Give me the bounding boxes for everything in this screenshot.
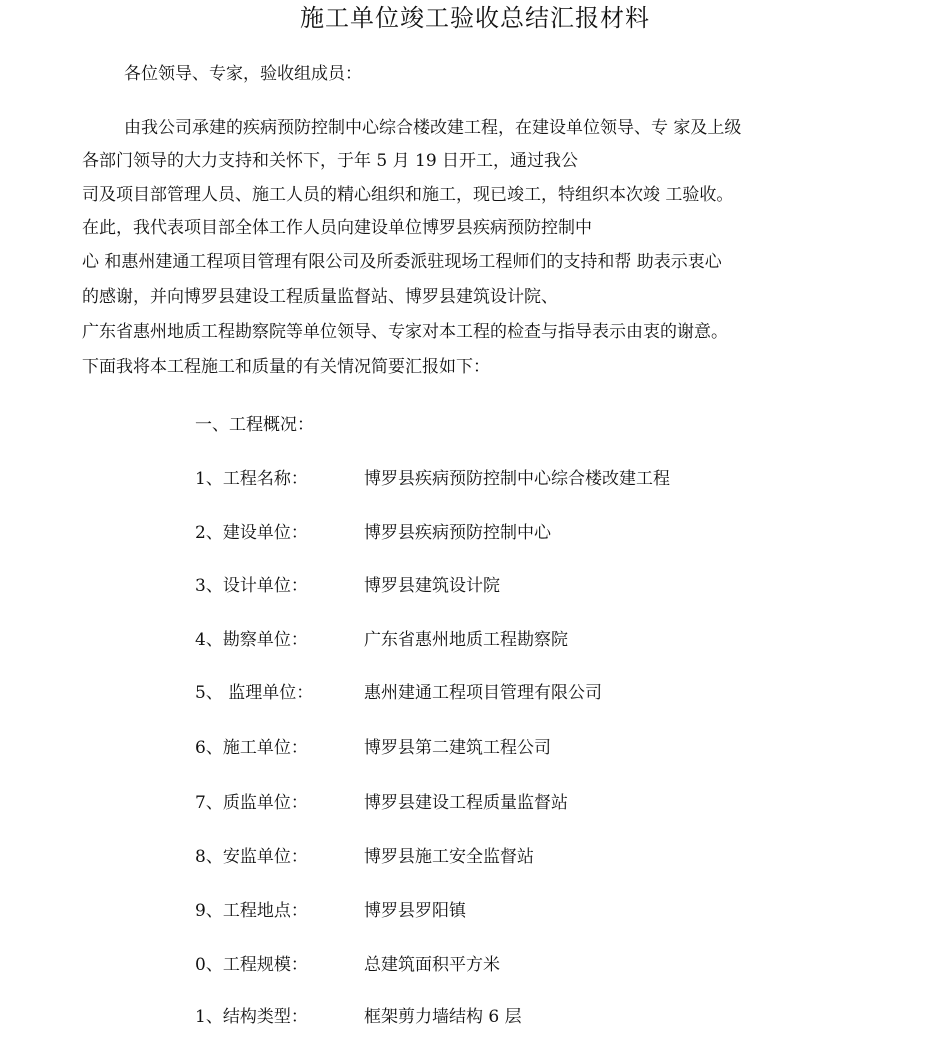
overview-item-label: 4、勘察单位：: [195, 630, 308, 650]
paragraph-line: 司及项目部管理人员、施工人员的精心组织和施工，现已竣工，特组织本次竣 工验收。: [82, 185, 734, 205]
overview-item-label: 1、工程名称：: [195, 469, 308, 489]
overview-item-value: 博罗县罗阳镇: [364, 901, 466, 921]
overview-item-value: 框架剪力墙结构 6 层: [364, 1007, 522, 1027]
overview-item-value: 博罗县疾病预防控制中心: [364, 523, 551, 543]
overview-item-label: 6、施工单位：: [195, 738, 308, 758]
overview-item-value: 广东省惠州地质工程勘察院: [364, 630, 568, 650]
paragraph-line: 广东省惠州地质工程勘察院等单位领导、专家对本工程的检查与指导表示由衷的谢意。: [82, 322, 728, 342]
overview-item-value: 惠州建通工程项目管理有限公司: [364, 683, 602, 703]
paragraph-line: 下面我将本工程施工和质量的有关情况简要汇报如下：: [82, 357, 490, 377]
paragraph-line: 各部门领导的大力支持和关怀下，于年 5 月 19 日开工，通过我公: [82, 151, 579, 171]
overview-item-value: 总建筑面积平方米: [364, 955, 500, 975]
overview-item-label: 1、结构类型：: [195, 1007, 308, 1027]
overview-item-label: 3、设计单位：: [195, 576, 308, 596]
overview-item-value: 博罗县建筑设计院: [364, 576, 500, 596]
overview-item-value: 博罗县建设工程质量监督站: [364, 793, 568, 813]
salutation: 各位领导、专家，验收组成员：: [124, 64, 362, 84]
paragraph-line: 由我公司承建的疾病预防控制中心综合楼改建工程，在建设单位领导、专 家及上级: [124, 118, 742, 138]
overview-item-label: 0、工程规模：: [195, 955, 308, 975]
overview-item-value: 博罗县施工安全监督站: [364, 847, 534, 867]
overview-item-label: 7、质监单位：: [195, 793, 308, 813]
overview-item-value: 博罗县疾病预防控制中心综合楼改建工程: [364, 469, 670, 489]
paragraph-line: 的感谢，并向博罗县建设工程质量监督站、博罗县建筑设计院、: [82, 287, 558, 307]
overview-item-label: 2、建设单位：: [195, 523, 308, 543]
paragraph-line: 在此，我代表项目部全体工作人员向建设单位博罗县疾病预防控制中: [82, 218, 592, 238]
overview-item-value: 博罗县第二建筑工程公司: [364, 738, 551, 758]
section-heading: 一、工程概况：: [195, 415, 314, 435]
document-title: 施工单位竣工验收总结汇报材料: [300, 4, 650, 32]
overview-item-label: 8、安监单位：: [195, 847, 308, 867]
overview-item-label: 9、工程地点：: [195, 901, 308, 921]
paragraph-line: 心 和惠州建通工程项目管理有限公司及所委派驻现场工程师们的支持和帮 助表示衷心: [82, 252, 722, 272]
overview-item-label: 5、 监理单位：: [195, 683, 314, 703]
